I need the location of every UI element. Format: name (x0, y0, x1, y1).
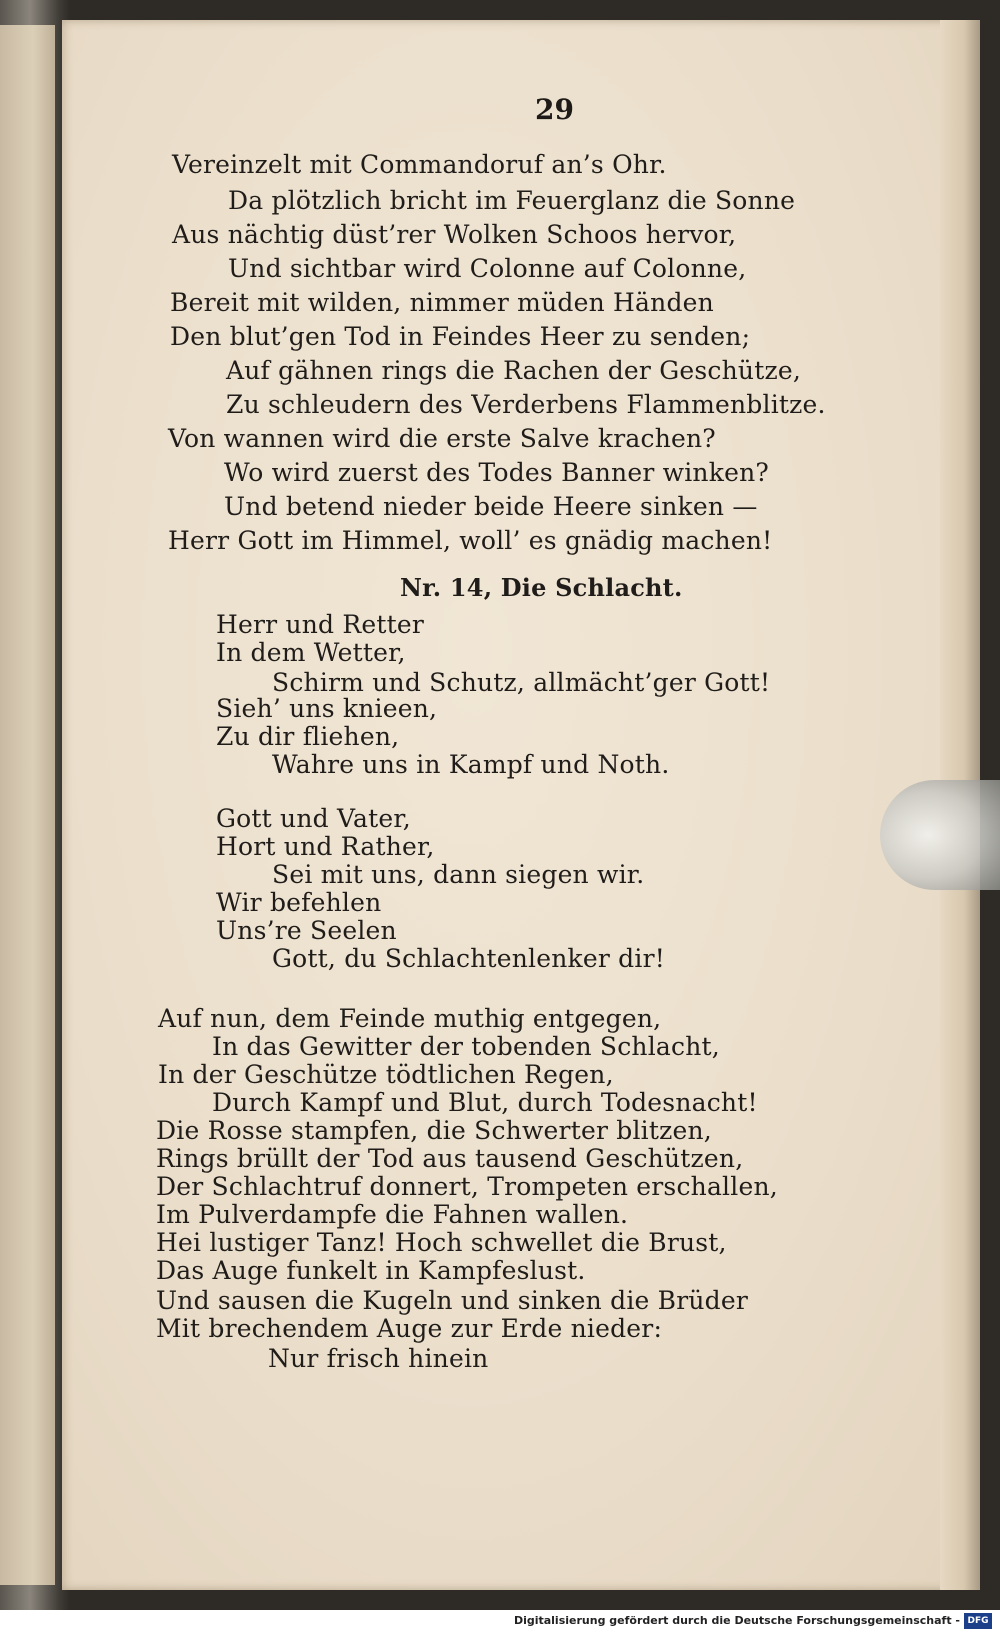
stanza-line: Sieh’ uns knieen, (216, 694, 438, 723)
dfg-logo: DFG (964, 1613, 992, 1629)
stanza-line: Nur frisch hinein (268, 1344, 489, 1373)
facing-page-edge (0, 25, 55, 1585)
stanza-line: Uns’re Seelen (216, 916, 397, 945)
text-line: Von wannen wird die erste Salve krachen? (168, 424, 716, 453)
stanza-line: Gott, du Schlachtenlenker dir! (272, 944, 665, 973)
page-holder-clip (880, 780, 1000, 890)
stanza-line: Zu dir fliehen, (216, 722, 400, 751)
stanza-line: Gott und Vater, (216, 804, 411, 833)
section-heading: Nr. 14, Die Schlacht. (400, 573, 683, 602)
stanza-line: Das Auge funkelt in Kampfeslust. (156, 1256, 586, 1285)
stanza-line: Der Schlachtruf donnert, Trompeten erschallen, (156, 1172, 778, 1201)
stanza-line: In dem Wetter, (216, 638, 406, 667)
stanza-line: In das Gewitter der tobenden Schlacht, (212, 1032, 720, 1061)
stanza-line: Wir befehlen (216, 888, 382, 917)
stanza-line: Mit brechendem Auge zur Erde nieder: (156, 1314, 663, 1343)
stanza-line: Hei lustiger Tanz! Hoch schwellet die Brust, (156, 1228, 727, 1257)
stanza-line: Hort und Rather, (216, 832, 435, 861)
stanza-line: Wahre uns in Kampf und Noth. (272, 750, 670, 779)
text-line: Wo wird zuerst des Todes Banner winken? (224, 458, 769, 487)
text-line: Zu schleudern des Verderbens Flammenblitze. (226, 390, 826, 419)
footer-credit: Digitalisierung gefördert durch die Deutsche Forschungsgemeinschaft - (513, 1614, 960, 1627)
stanza-line: Die Rosse stampfen, die Schwerter blitzen, (156, 1116, 712, 1145)
stanza-line: Rings brüllt der Tod aus tausend Geschützen, (156, 1144, 744, 1173)
text-line: Und sichtbar wird Colonne auf Colonne, (228, 254, 747, 283)
text-line: Da plötzlich bricht im Feuerglanz die Sonne (228, 186, 796, 215)
text-line: Herr Gott im Himmel, woll’ es gnädig machen! (168, 526, 773, 555)
stanza-line: Und sausen die Kugeln und sinken die Brüder (156, 1286, 749, 1315)
text-line: Vereinzelt mit Commandoruf an’s Ohr. (172, 150, 667, 179)
stanza-line: Herr und Retter (216, 610, 425, 639)
text-line: Bereit mit wilden, nimmer müden Händen (170, 288, 714, 317)
stanza-line: Durch Kampf und Blut, durch Todesnacht! (212, 1088, 758, 1117)
footer-bar (0, 1610, 1000, 1633)
text-line: Auf gähnen rings die Rachen der Geschütze, (226, 356, 801, 385)
text-line: Und betend nieder beide Heere sinken — (224, 492, 758, 521)
stanza-line: In der Geschütze tödtlichen Regen, (158, 1060, 614, 1089)
stanza-line: Sei mit uns, dann siegen wir. (272, 860, 645, 889)
text-line: Den blut’gen Tod in Feindes Heer zu senden; (170, 322, 751, 351)
text-line: Aus nächtig düst’rer Wolken Schoos hervor, (172, 220, 737, 249)
stanza-line: Auf nun, dem Feinde muthig entgegen, (158, 1004, 662, 1033)
page-number: 29 (535, 93, 574, 126)
stanza-line: Im Pulverdampfe die Fahnen wallen. (156, 1200, 629, 1229)
stanza-line: Schirm und Schutz, allmächt’ger Gott! (272, 668, 771, 697)
